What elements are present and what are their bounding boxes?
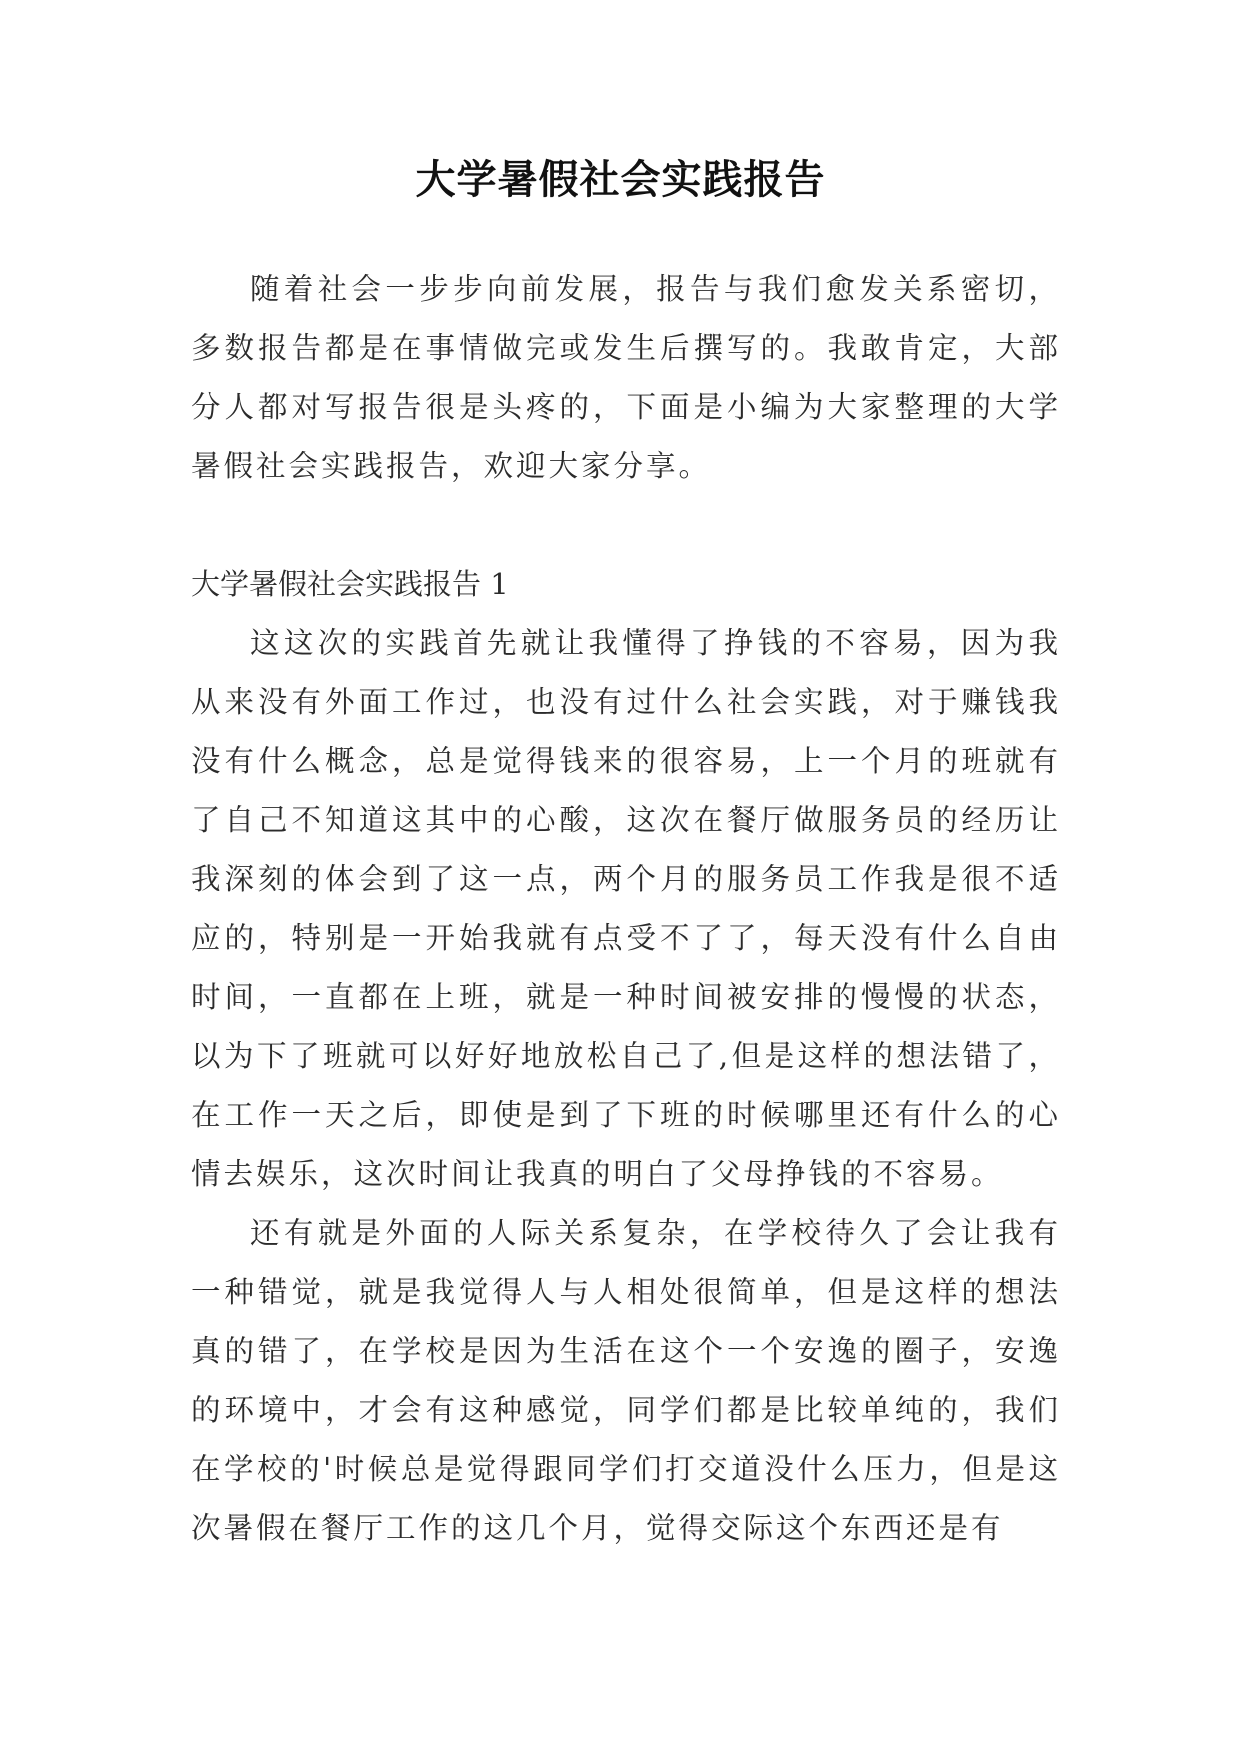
section-heading: 大学暑假社会实践报告 1 [191, 567, 509, 601]
document-body [191, 260, 1061, 1558]
intro-paragraph: 随着社会一步步向前发展，报告与我们愈发关系密切，多数报告都是在事情做完或发生后撰写的。我敢肯定，大部分人都对写报告很是头疼的，下面是小编为大家整理的大学暑假社会实践报告，欢迎大家分享。 [191, 272, 1061, 483]
document-title: 大学暑假社会实践报告 [415, 157, 826, 203]
body-paragraph-2: 还有就是外面的人际关系复杂，在学校待久了会让我有一种错觉，就是我觉得人与人相处很简单，但是这样的想法真的错了，在学校是因为生活在这个一个安逸的圈子，安逸的环境中，才会有这种感觉，同学们都是比较单纯的，我们在学校的'时候总是觉得跟同学们打交道没什么压力，但是这次暑假在餐厅工作的这几个月，觉得交际这个东西还是有 [191, 1216, 1061, 1545]
body-paragraph-1: 这这次的实践首先就让我懂得了挣钱的不容易，因为我从来没有外面工作过，也没有过什么社会实践，对于赚钱我没有什么概念，总是觉得钱来的很容易，上一个月的班就有了自己不知道这其中的心酸，这次在餐厅做服务员的经历让我深刻的体会到了这一点，两个月的服务员工作我是很不适应的，特别是一开始我就有点受不了了，每天没有什么自由时间，一直都在上班，就是一种时间被安排的慢慢的状态，以为下了班就可以好好地放松自己了,但是这样的想法错了，在工作一天之后，即使是到了下班的时候哪里还有什么的心情去娱乐，这次时间让我真的明白了父母挣钱的不容易。 [191, 626, 1061, 1191]
